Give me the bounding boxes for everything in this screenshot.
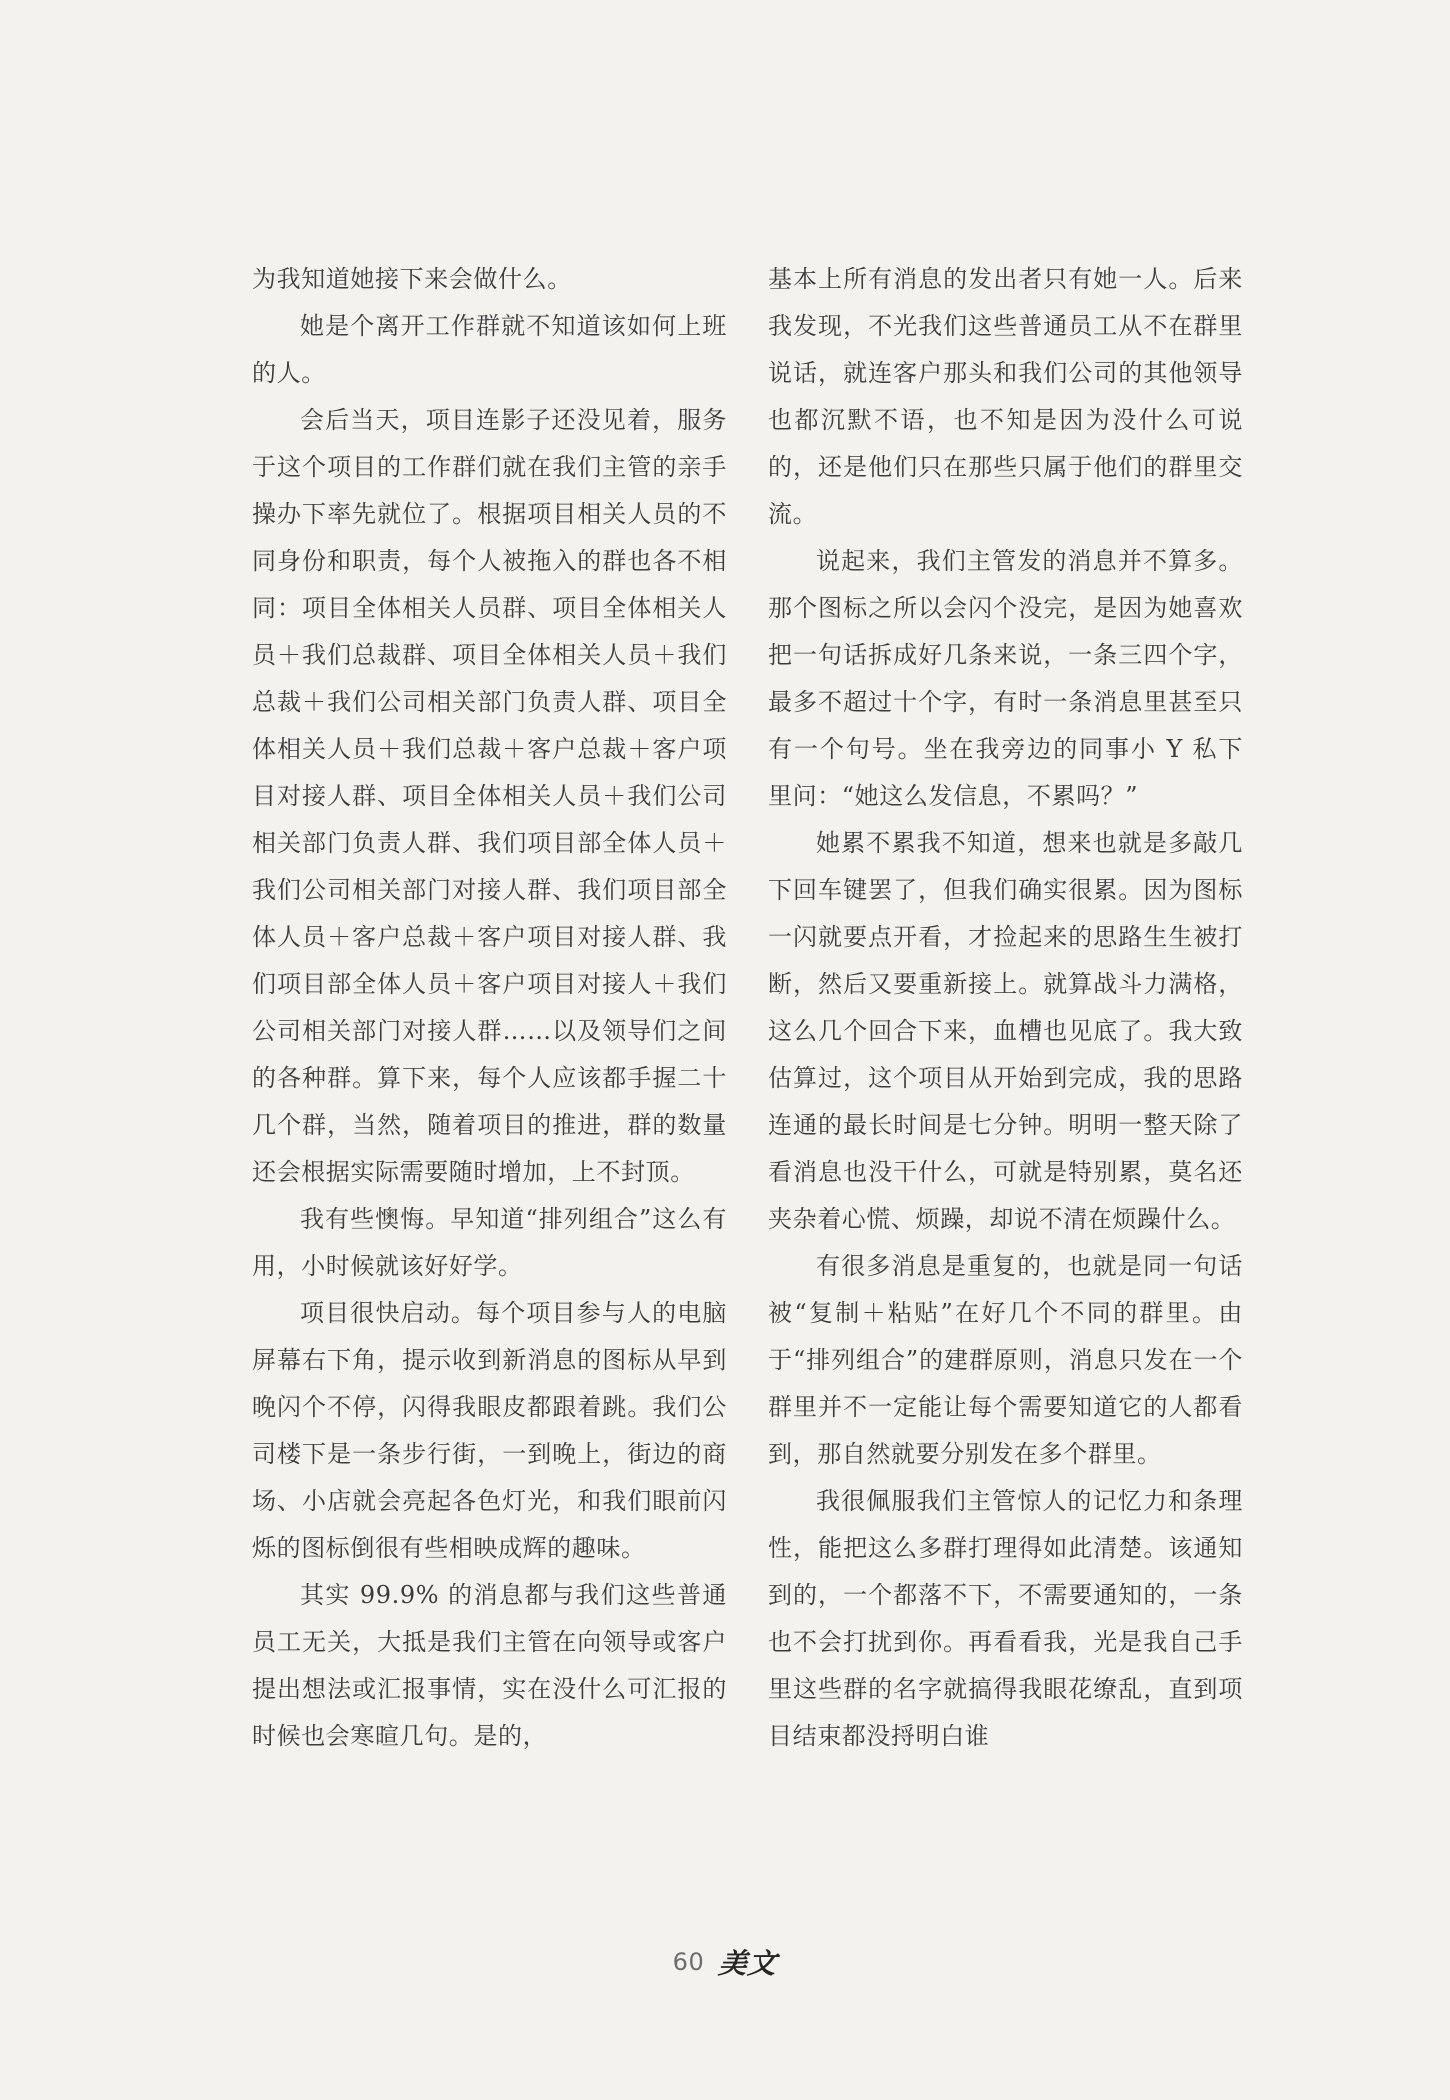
paragraph: 项目很快启动。每个项目参与人的电脑屏幕右下角，提示收到新消息的图标从早到晚闪个不停，闪得我眼皮都跟着跳。我们公司楼下是一条步行街，一到晚上，街边的商场、小店就会亮起各色灯光，和我们眼前闪烁的图标倒很有些相映成辉的趣味。: [252, 1299, 727, 1562]
paragraph: 有很多消息是重复的，也就是同一句话被“复制＋粘贴”在好几个不同的群里。由于“排列组合”的建群原则，消息只发在一个群里并不一定能让每个需要知道它的人都看到，那自然就要分别发在多个群里。: [768, 1252, 1243, 1468]
right-text-column: [768, 256, 1243, 1760]
page-number: 60: [672, 1948, 705, 1976]
paragraph: 我很佩服我们主管惊人的记忆力和条理性，能把这么多群打理得如此清楚。该通知到的，一个都落不下，不需要通知的，一条也不会打扰到你。再看看我，光是我自己手里这些群的名字就搞得我眼花缭乱，直到项目结束都没捋明白谁: [768, 1487, 1243, 1750]
paragraph: 为我知道她接下来会做什么。: [252, 265, 572, 293]
page-footer: [0, 1942, 1450, 1986]
paragraph: 她累不累我不知道，想来也就是多敲几下回车键罢了，但我们确实很累。因为图标一闪就要点开看，才捡起来的思路生生被打断，然后又要重新接上。就算战斗力满格，这么几个回合下来，血槽也见底了。我大致估算过，这个项目从开始到完成，我的思路连通的最长时间是七分钟。明明一整天除了看消息也没干什么，可就是特别累，莫名还夹杂着心慌、烦躁，却说不清在烦躁什么。: [768, 829, 1243, 1233]
paragraph: 说起来，我们主管发的消息并不算多。那个图标之所以会闪个没完，是因为她喜欢把一句话拆成好几条来说，一条三四个字，最多不超过十个字，有时一条消息里甚至只有一个句号。坐在我旁边的同事小 Y 私下里问：“她这么发信息，不累吗？”: [768, 547, 1243, 810]
paragraph: 基本上所有消息的发出者只有她一人。后来我发现，不光我们这些普通员工从不在群里说话，就连客户那头和我们公司的其他领导也都沉默不语，也不知是因为没什么可说的，还是他们只在那些只属于他们的群里交流。: [768, 265, 1243, 528]
paragraph: 我有些懊悔。早知道“排列组合”这么有用，小时候就该好好学。: [252, 1205, 727, 1280]
paragraph: 会后当天，项目连影子还没见着，服务于这个项目的工作群们就在我们主管的亲手操办下率先就位了。根据项目相关人员的不同身份和职责，每个人被拖入的群也各不相同：项目全体相关人员群、项目全体相关人员＋我们总裁群、项目全体相关人员＋我们总裁＋我们公司相关部门负责人群、项目全体相关人员＋我们总裁＋客户总裁＋客户项目对接人群、项目全体相关人员＋我们公司相关部门负责人群、我们项目部全体人员＋我们公司相关部门对接人群、我们项目部全体人员＋客户总裁＋客户项目对接人群、我们项目部全体人员＋客户项目对接人＋我们公司相关部门对接人群……以及领导们之间的各种群。算下来，每个人应该都手握二十几个群，当然，随着项目的推进，群的数量还会根据实际需要随时增加，上不封顶。: [252, 406, 727, 1186]
magazine-logo: 美文: [717, 1947, 779, 1980]
left-text-column: [252, 256, 727, 1760]
paragraph: 她是个离开工作群就不知道该如何上班的人。: [252, 312, 727, 387]
paragraph: 其实 99.9% 的消息都与我们这些普通员工无关，大抵是我们主管在向领导或客户提出想法或汇报事情，实在没什么可汇报的时候也会寒暄几句。是的，: [252, 1581, 727, 1750]
